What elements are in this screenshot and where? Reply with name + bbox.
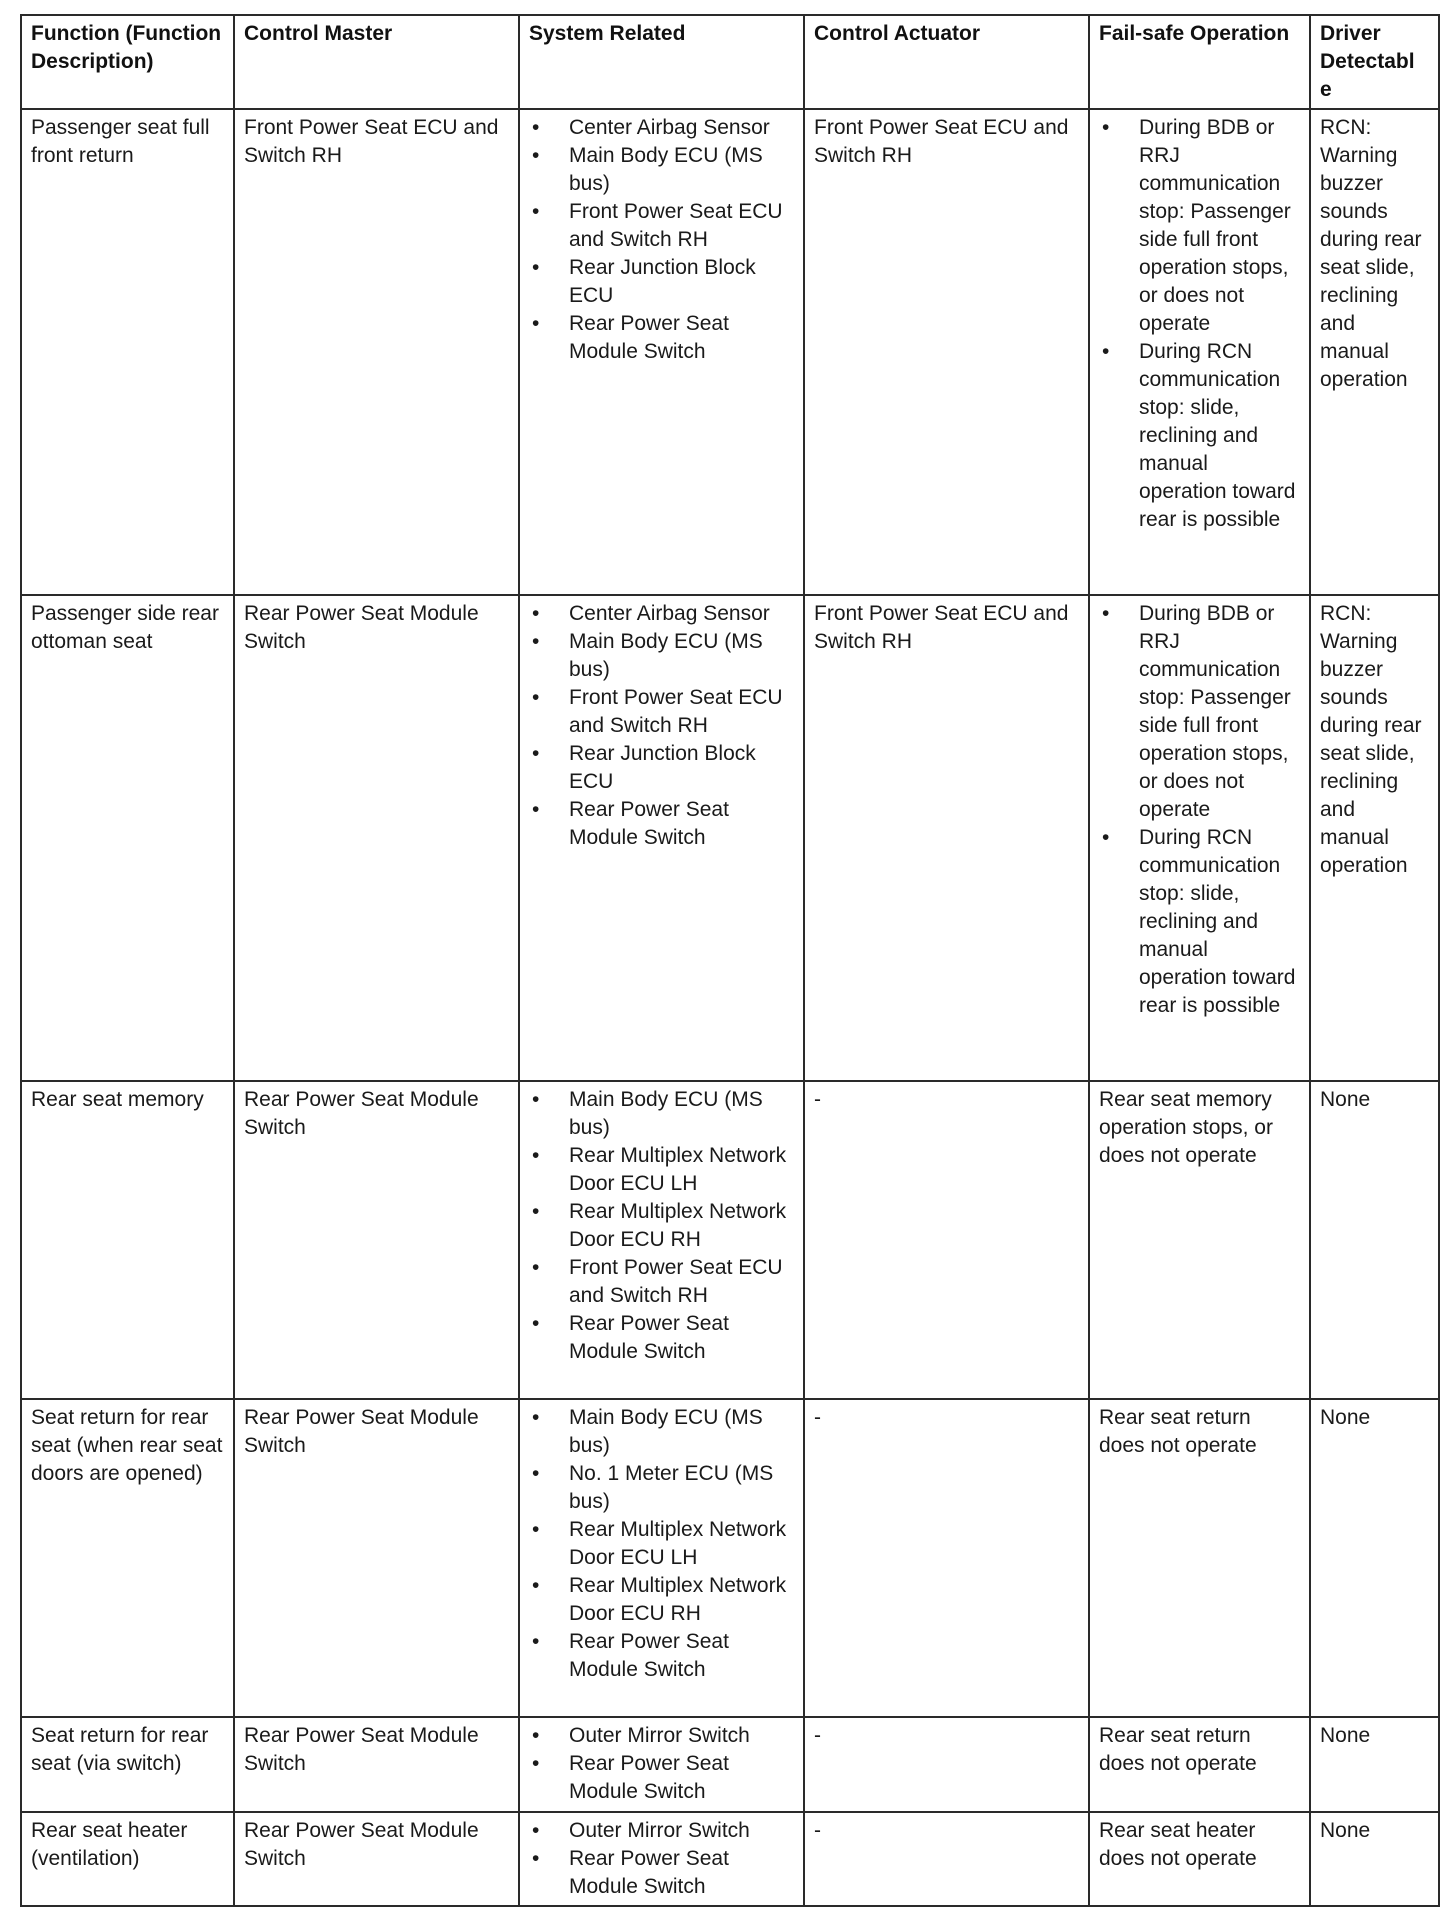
list-item-text: Center Airbag Sensor <box>569 602 770 625</box>
list-item <box>529 254 794 310</box>
list-item <box>529 1845 794 1901</box>
bullet-icon: • <box>532 1312 540 1335</box>
control-master-cell <box>234 1812 519 1906</box>
function-cell-text: Passenger seat full front return <box>31 116 210 167</box>
driver-detectable-cell <box>1310 1812 1439 1906</box>
bullet-list <box>529 1086 794 1366</box>
bullet-icon: • <box>532 1847 540 1870</box>
bullet-icon: • <box>532 1144 540 1167</box>
function-cell-text: Seat return for rear seat (when rear seat doors are opened) <box>31 1406 223 1485</box>
list-item <box>529 1198 794 1254</box>
list-item <box>529 600 794 628</box>
control-actuator-cell <box>804 1812 1089 1906</box>
bullet-list <box>1099 114 1300 534</box>
list-item <box>1099 114 1300 338</box>
spec-table-page <box>20 14 1438 1903</box>
list-item-text: Rear Junction Block ECU <box>569 256 756 307</box>
function-cell <box>21 595 234 1081</box>
list-item <box>529 1142 794 1198</box>
bullet-icon: • <box>532 1406 540 1429</box>
list-item-text: Rear Power Seat Module Switch <box>569 1312 729 1363</box>
list-item-text: Center Airbag Sensor <box>569 116 770 139</box>
driver-detectable-cell <box>1310 109 1439 595</box>
list-item <box>529 1516 794 1572</box>
list-item <box>529 1817 794 1845</box>
control-master-cell <box>234 1399 519 1717</box>
driver-detectable-cell-text: RCN: Warning buzzer sounds during rear seat slide, reclining and manual operation <box>1320 602 1422 877</box>
control-master-cell-text: Rear Power Seat Module Switch <box>244 1406 479 1457</box>
control-master-cell <box>234 595 519 1081</box>
list-item-text: Rear Multiplex Network Door ECU RH <box>569 1574 787 1625</box>
system-related-cell <box>519 1812 804 1906</box>
bullet-icon: • <box>532 1462 540 1485</box>
list-item <box>529 1722 794 1750</box>
bullet-icon: • <box>532 144 540 167</box>
bullet-icon: • <box>532 1724 540 1747</box>
function-cell <box>21 1812 234 1906</box>
bullet-icon: • <box>1102 340 1110 363</box>
list-item <box>1099 338 1300 534</box>
list-item-text: Rear Power Seat Module Switch <box>569 312 729 363</box>
list-item <box>529 1572 794 1628</box>
list-item-text: During RCN communication stop: slide, reclining and manual operation toward rear is possible <box>1139 826 1296 1017</box>
list-item <box>529 796 794 852</box>
list-item <box>529 1404 794 1460</box>
control-master-cell <box>234 1081 519 1399</box>
function-cell <box>21 1399 234 1717</box>
bullet-list <box>529 600 794 852</box>
list-item-text: Rear Power Seat Module Switch <box>569 1847 729 1898</box>
control-master-cell-text: Rear Power Seat Module Switch <box>244 602 479 653</box>
list-item-text: Rear Multiplex Network Door ECU LH <box>569 1144 787 1195</box>
list-item <box>529 684 794 740</box>
header-control-actuator: Control Actuator <box>804 15 1089 109</box>
control-actuator-cell-text: Front Power Seat ECU and Switch RH <box>814 602 1069 653</box>
fail-safe-cell <box>1089 1081 1310 1399</box>
system-related-cell <box>519 1399 804 1717</box>
fail-safe-cell <box>1089 1812 1310 1906</box>
list-item-text: Outer Mirror Switch <box>569 1724 750 1747</box>
list-item <box>1099 824 1300 1020</box>
bullet-icon: • <box>532 256 540 279</box>
bullet-icon: • <box>1102 826 1110 849</box>
bullet-icon: • <box>1102 116 1110 139</box>
control-master-cell-text: Front Power Seat ECU and Switch RH <box>244 116 499 167</box>
function-cell-text: Passenger side rear ottoman seat <box>31 602 219 653</box>
list-item <box>529 1750 794 1806</box>
table-row <box>21 1399 1439 1717</box>
bullet-icon: • <box>532 1630 540 1653</box>
driver-detectable-cell-text: None <box>1320 1819 1371 1842</box>
list-item-text: Rear Power Seat Module Switch <box>569 1630 729 1681</box>
function-table <box>20 14 1440 1907</box>
list-item-text: No. 1 Meter ECU (MS bus) <box>569 1462 774 1513</box>
fail-safe-cell <box>1089 1717 1310 1812</box>
fail-safe-cell <box>1089 109 1310 595</box>
list-item-text: During BDB or RRJ communication stop: Passenger side full front operation stops, or does not operate <box>1139 116 1291 335</box>
table-row <box>21 1081 1439 1399</box>
list-item-text: Main Body ECU (MS bus) <box>569 630 763 681</box>
list-item-text: Rear Junction Block ECU <box>569 742 756 793</box>
table-row <box>21 595 1439 1081</box>
fail-safe-cell-text: Rear seat memory operation stops, or does not operate <box>1099 1088 1273 1167</box>
list-item-text: During RCN communication stop: slide, reclining and manual operation toward rear is possible <box>1139 340 1296 531</box>
list-item-text: During BDB or RRJ communication stop: Passenger side full front operation stops, or does not operate <box>1139 602 1291 821</box>
list-item-text: Front Power Seat ECU and Switch RH <box>569 686 783 737</box>
bullet-icon: • <box>532 602 540 625</box>
list-item-text: Rear Multiplex Network Door ECU RH <box>569 1200 787 1251</box>
control-actuator-cell-text: Front Power Seat ECU and Switch RH <box>814 116 1069 167</box>
list-item-text: Rear Multiplex Network Door ECU LH <box>569 1518 787 1569</box>
list-item-text: Main Body ECU (MS bus) <box>569 144 763 195</box>
list-item-text: Rear Power Seat Module Switch <box>569 798 729 849</box>
list-item <box>529 1310 794 1366</box>
bullet-icon: • <box>532 1256 540 1279</box>
list-item-text: Main Body ECU (MS bus) <box>569 1406 763 1457</box>
list-item <box>529 1086 794 1142</box>
driver-detectable-cell <box>1310 1081 1439 1399</box>
table-row <box>21 1812 1439 1906</box>
list-item <box>529 198 794 254</box>
driver-detectable-cell-text: RCN: Warning buzzer sounds during rear seat slide, reclining and manual operation <box>1320 116 1422 391</box>
bullet-icon: • <box>532 1200 540 1223</box>
list-item <box>529 142 794 198</box>
control-master-cell-text: Rear Power Seat Module Switch <box>244 1724 479 1775</box>
bullet-list <box>529 1817 794 1901</box>
list-item <box>529 628 794 684</box>
system-related-cell <box>519 595 804 1081</box>
control-actuator-cell-text: - <box>814 1406 821 1429</box>
bullet-list <box>529 1722 794 1806</box>
bullet-icon: • <box>532 798 540 821</box>
system-related-cell <box>519 109 804 595</box>
driver-detectable-cell <box>1310 1399 1439 1717</box>
list-item-text: Front Power Seat ECU and Switch RH <box>569 200 783 251</box>
list-item <box>529 740 794 796</box>
bullet-icon: • <box>532 200 540 223</box>
function-cell <box>21 1717 234 1812</box>
bullet-list <box>529 1404 794 1684</box>
driver-detectable-cell-text: None <box>1320 1088 1371 1111</box>
control-master-cell <box>234 109 519 595</box>
header-system-related: System Related <box>519 15 804 109</box>
header-driver-detectable: Driver Detectabl e <box>1310 15 1439 109</box>
control-actuator-cell <box>804 595 1089 1081</box>
function-cell-text: Seat return for rear seat (via switch) <box>31 1724 209 1775</box>
list-item-text: Outer Mirror Switch <box>569 1819 750 1842</box>
control-actuator-cell <box>804 109 1089 595</box>
bullet-icon: • <box>532 1752 540 1775</box>
fail-safe-cell <box>1089 595 1310 1081</box>
list-item <box>529 310 794 366</box>
list-item-text: Front Power Seat ECU and Switch RH <box>569 1256 783 1307</box>
bullet-icon: • <box>532 1819 540 1842</box>
header-row <box>21 15 1439 109</box>
fail-safe-cell-text: Rear seat return does not operate <box>1099 1724 1257 1775</box>
system-related-cell <box>519 1081 804 1399</box>
bullet-icon: • <box>1102 602 1110 625</box>
function-cell <box>21 1081 234 1399</box>
control-actuator-cell <box>804 1399 1089 1717</box>
driver-detectable-cell <box>1310 1717 1439 1812</box>
control-master-cell <box>234 1717 519 1812</box>
list-item <box>529 114 794 142</box>
bullet-icon: • <box>532 1574 540 1597</box>
function-cell-text: Rear seat memory <box>31 1088 204 1111</box>
bullet-list <box>529 114 794 366</box>
header-fail-safe: Fail-safe Operation <box>1089 15 1310 109</box>
bullet-icon: • <box>532 1518 540 1541</box>
bullet-icon: • <box>532 742 540 765</box>
driver-detectable-cell-text: None <box>1320 1724 1371 1747</box>
bullet-icon: • <box>532 116 540 139</box>
bullet-list <box>1099 600 1300 1020</box>
driver-detectable-cell <box>1310 595 1439 1081</box>
fail-safe-cell-text: Rear seat return does not operate <box>1099 1406 1257 1457</box>
list-item <box>529 1460 794 1516</box>
function-cell-text: Rear seat heater (ventilation) <box>31 1819 188 1870</box>
bullet-icon: • <box>532 686 540 709</box>
bullet-icon: • <box>532 1088 540 1111</box>
driver-detectable-cell-text: None <box>1320 1406 1371 1429</box>
function-cell <box>21 109 234 595</box>
fail-safe-cell <box>1089 1399 1310 1717</box>
table-row <box>21 1717 1439 1812</box>
control-actuator-cell-text: - <box>814 1819 821 1842</box>
fail-safe-cell-text: Rear seat heater does not operate <box>1099 1819 1257 1870</box>
control-actuator-cell-text: - <box>814 1724 821 1747</box>
control-master-cell-text: Rear Power Seat Module Switch <box>244 1088 479 1139</box>
header-function: Function (Function Description) <box>21 15 234 109</box>
list-item-text: Rear Power Seat Module Switch <box>569 1752 729 1803</box>
control-actuator-cell <box>804 1081 1089 1399</box>
list-item <box>529 1628 794 1684</box>
header-control-master: Control Master <box>234 15 519 109</box>
control-actuator-cell <box>804 1717 1089 1812</box>
list-item <box>1099 600 1300 824</box>
control-master-cell-text: Rear Power Seat Module Switch <box>244 1819 479 1870</box>
list-item <box>529 1254 794 1310</box>
system-related-cell <box>519 1717 804 1812</box>
list-item-text: Main Body ECU (MS bus) <box>569 1088 763 1139</box>
table-row <box>21 109 1439 595</box>
bullet-icon: • <box>532 312 540 335</box>
control-actuator-cell-text: - <box>814 1088 821 1111</box>
bullet-icon: • <box>532 630 540 653</box>
